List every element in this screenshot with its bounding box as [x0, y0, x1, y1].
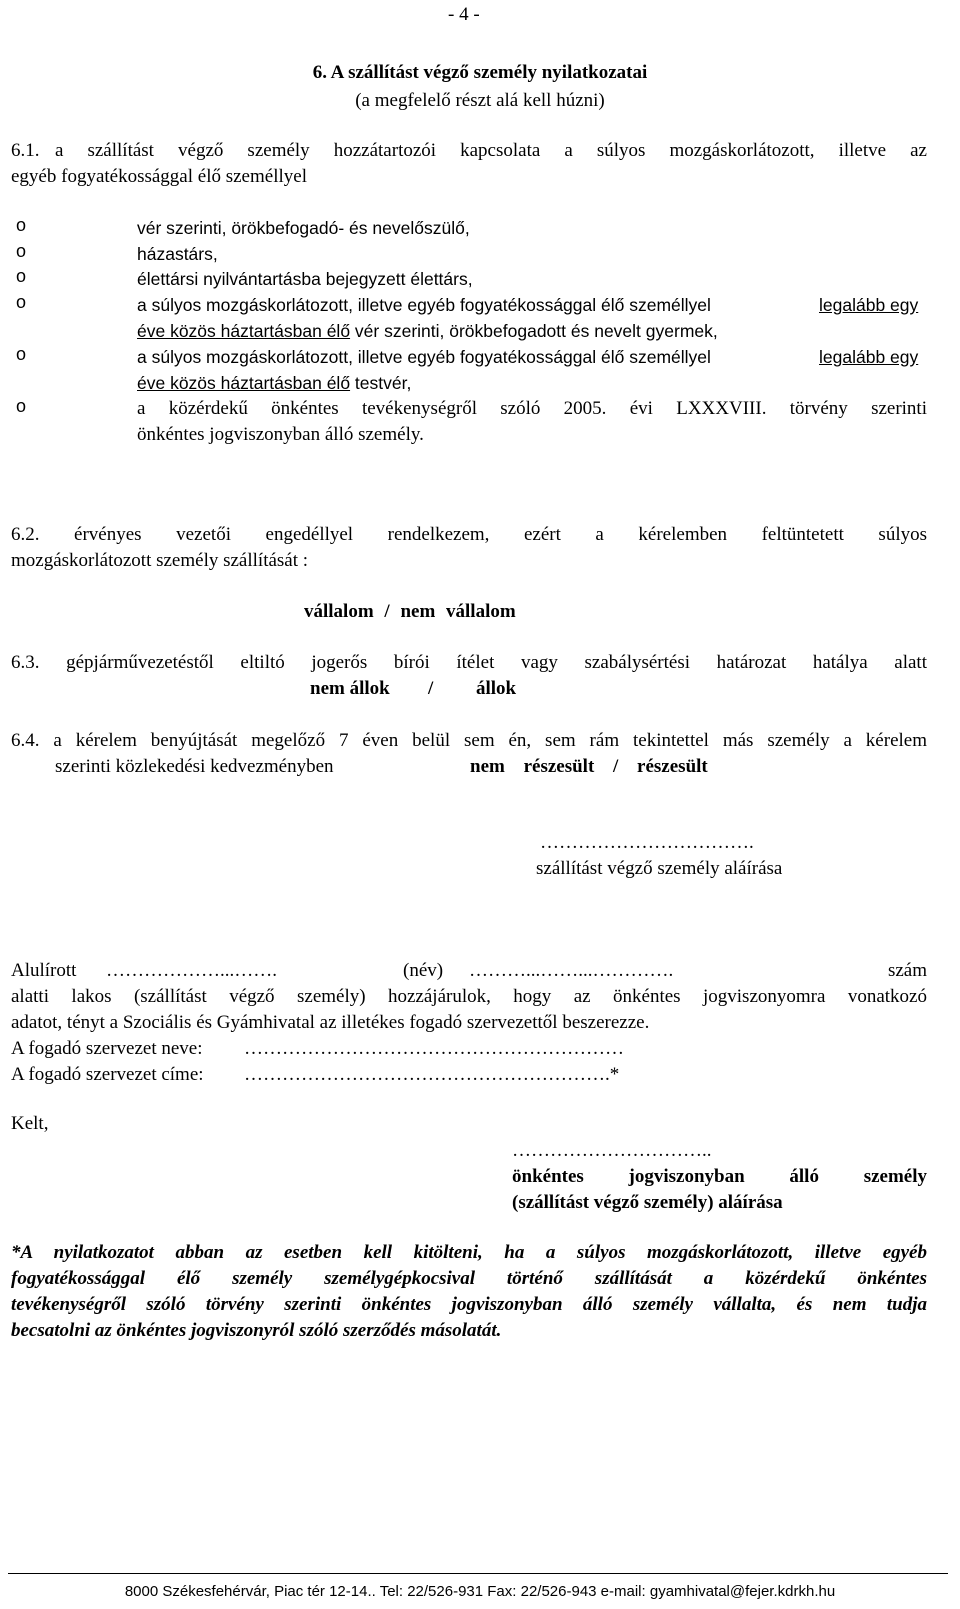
note-line1: *A nyilatkozatot abban az esetben kell kitölteni, ha a súlyos mozgáskorlátozott, illetve egyéb	[11, 1242, 927, 1263]
footer-text: 8000 Székesfehérvár, Piac tér 12-14.. Tel: 22/526-931 Fax: 22/526-943 e-mail: gyamhivatal@fejer.kdrkh.hu	[124, 1583, 836, 1600]
s62-line1: 6.2. érvényes vezetői engedéllyel rendelkezem, ezért a kérelemben feltüntetett súlyos	[11, 524, 927, 545]
note-line3: tevékenységről szóló törvény szerinti önkéntes jogviszonyban álló személy vállalta, és nem tudja	[11, 1294, 927, 1315]
s63-choice-a[interactable]: nem állok	[310, 678, 390, 699]
address-field[interactable]: ………...……...………….	[469, 960, 674, 981]
org-name-label: A fogadó szervezet neve:	[11, 1038, 203, 1059]
consent-line2: alatti lakos (szállítást végző személy) hozzájárulok, hogy az önkéntes jogviszonyomra vonatkozó	[11, 986, 927, 1007]
list-item	[0, 266, 960, 292]
bullet-marker: o	[16, 266, 27, 286]
org-name-field[interactable]: ……………………………………………………	[244, 1038, 624, 1059]
bullet-marker: o	[16, 215, 27, 235]
consent-alulirott: Alulírott	[11, 960, 77, 981]
list-item	[0, 344, 960, 396]
bullet-marker: o	[16, 292, 27, 312]
org-address-field[interactable]: ………………………………………………….*	[244, 1064, 620, 1085]
signature2-line1: önkéntes jogviszonyban álló személy	[512, 1166, 927, 1187]
list-item	[0, 292, 960, 344]
list-item	[0, 396, 960, 448]
footer-divider	[8, 1573, 948, 1574]
s61-line1: a szállítást végző személy hozzátartozói kapcsolata a súlyos mozgáskorlátozott, illetve az	[55, 140, 927, 161]
list-item-text-b: önkéntes jogviszonyban álló személy.	[137, 424, 424, 445]
list-item-text-a: a súlyos mozgáskorlátozott, illetve egyéb fogyatékossággal élő személlyel	[137, 347, 711, 367]
s64-line1: 6.4. a kérelem benyújtását megelőző 7 éven belül sem én, sem rám tekintettel más személy a kérelem	[11, 730, 927, 751]
signature-line: …………………………….	[540, 832, 754, 853]
bullet-marker: o	[16, 241, 27, 261]
signature2-line2: (szállítást végző személy) aláírása	[512, 1192, 783, 1213]
s63-line1: 6.3. gépjárművezetéstől eltiltó jogerős bírói ítélet vagy szabálysértési határozat hatálya alatt	[11, 652, 927, 673]
kelt-label: Kelt,	[11, 1113, 49, 1134]
bullet-marker: o	[16, 344, 27, 364]
s61-line2: egyéb fogyatékossággal élő személlyel	[11, 166, 307, 187]
section-title: 6. A szállítást végző személy nyilatkozatai	[312, 62, 648, 83]
s64-line2: szerinti közlekedési kedvezményben	[55, 756, 334, 777]
s62-choice[interactable]: vállalom / nem vállalom	[304, 601, 516, 622]
section-subtitle: (a megfelelő részt alá kell húzni)	[355, 90, 605, 111]
list-item-text-a: a közérdekű önkéntes tevékenységről szóló 2005. évi LXXXVIII. törvény szerinti	[137, 398, 927, 419]
list-item-text: vér szerinti, örökbefogadó- és nevelőszülő,	[137, 218, 470, 238]
underlined-text: legalább egy	[819, 295, 919, 315]
s63-slash: /	[428, 678, 434, 699]
page-number: - 4 -	[448, 4, 480, 25]
list-item-text: élettársi nyilvántartásba bejegyzett élettárs,	[137, 269, 473, 289]
name-label: (név)	[403, 960, 444, 981]
underlined-text: éve közös háztartásban élő	[137, 373, 351, 393]
bullet-marker: o	[16, 396, 27, 416]
list-item-text-b: testvér,	[350, 373, 412, 393]
note-line2: fogyatékossággal élő személy személygépkocsival történő szállítását a közérdekű önkéntes	[11, 1268, 927, 1289]
list-item	[0, 215, 960, 241]
list-item-text: házastárs,	[137, 244, 218, 264]
list-item-text-b: vér szerinti, örökbefogadott és nevelt gyermek,	[350, 321, 718, 341]
note-line4: becsatolni az önkéntes jogviszonyról szóló szerződés másolatát.	[11, 1320, 502, 1341]
s63-choice-b[interactable]: állok	[476, 678, 517, 699]
consent-line3: adatot, tényt a Szociális és Gyámhivatal az illetékes fogadó szervezettől beszerezze.	[11, 1012, 650, 1033]
list-item	[0, 241, 960, 267]
signature-line: …………………………..	[512, 1140, 712, 1161]
underlined-text: éve közös háztartásban élő	[137, 321, 351, 341]
name-field[interactable]: ………………...…….	[106, 960, 277, 981]
signature-label: szállítást végző személy aláírása	[536, 858, 783, 879]
consent-line1	[11, 958, 927, 984]
s62-line2: mozgáskorlátozott személy szállítását :	[11, 550, 309, 571]
underlined-text: legalább egy	[819, 347, 919, 367]
list-item-text-a: a súlyos mozgáskorlátozott, illetve egyéb fogyatékossággal élő személlyel	[137, 295, 711, 315]
org-address-label: A fogadó szervezet címe:	[11, 1064, 204, 1085]
szam-label: szám	[887, 960, 927, 981]
s64-choice[interactable]: nem részesült / részesült	[470, 756, 708, 777]
s61-number: 6.1.	[11, 140, 40, 161]
